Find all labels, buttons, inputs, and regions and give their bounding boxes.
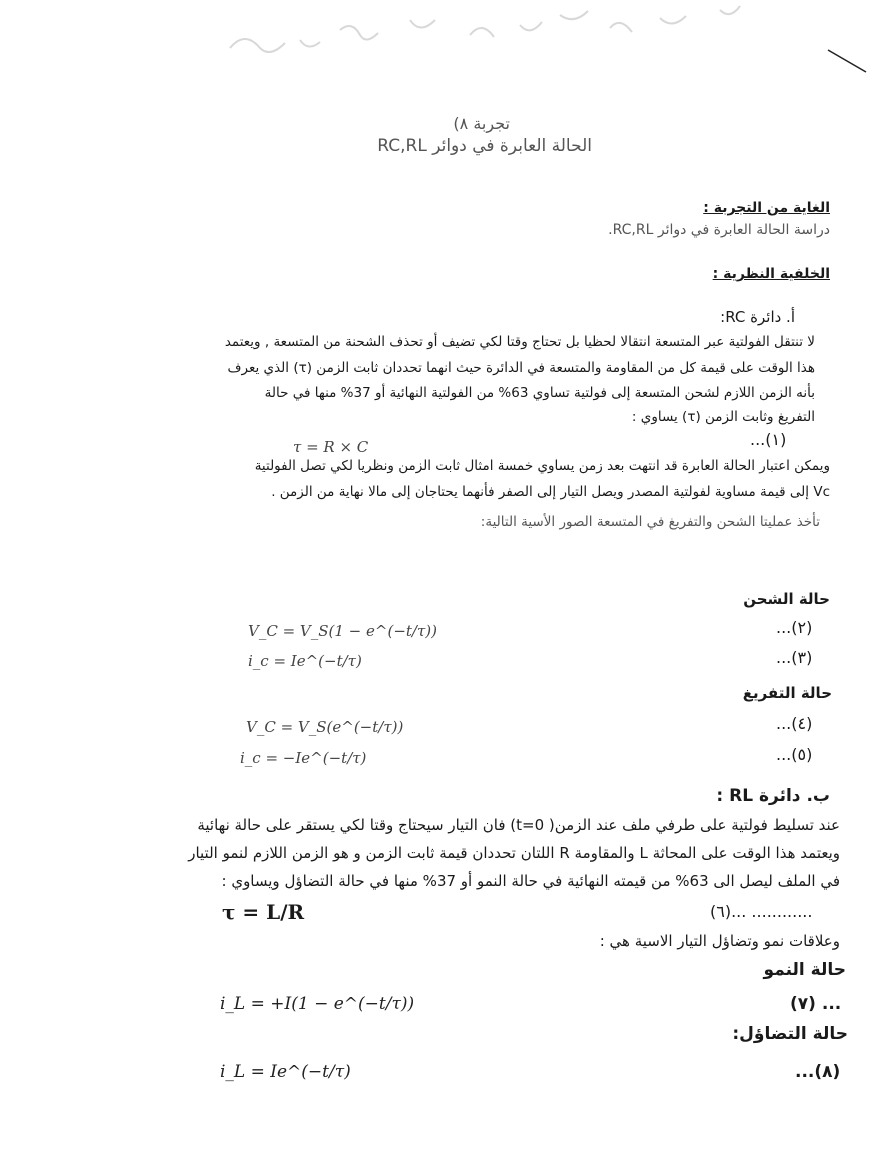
rc-paragraph2-line: تأخذ عمليتا الشحن والتفريغ في المتسعة الصور الأسية التالية:	[480, 514, 820, 530]
equation-3-number: ...(٣)	[776, 648, 813, 667]
rl-paragraph-line: في الملف ليصل الى 63% من قيمته النهائية في حالة النمو أو 37% منها في حالة التضاؤل ويساوي :	[221, 872, 840, 890]
rc-paragraph2-line: Vc إلى قيمة مساوية لفولتية المصدر ويصل التيار إلى الصفر فأنهما يحتاجان إلى مالا نهاية من الزمن .	[271, 484, 830, 500]
objective-text: دراسة الحالة العابرة في دوائر RC,RL.	[608, 222, 830, 238]
equation-8-number: ...(٨)	[795, 1062, 841, 1082]
rc-paragraph2-line: ويمكن اعتبار الحالة العابرة قد انتهت بعد زمن يساوي خمسة امثال ثابت الزمن ونظريا لكي تصل الفولتية	[254, 458, 830, 474]
rl-heading: ب. دائرة RL :	[716, 786, 830, 806]
equation-4-number: ...(٤)	[776, 714, 813, 733]
equation-5-number: ...(٥)	[776, 745, 813, 764]
equation-6-formula: τ = L/R	[222, 900, 305, 924]
equation-8-formula: i_L = Ie^(−t/τ)	[220, 1062, 351, 1082]
equation-3-formula: i_c = Ie^(−t/τ)	[248, 652, 362, 670]
rl-paragraph-line: ويعتمد هذا الوقت على المحاثة L والمقاومة R اللتان تحددان قيمة ثابت الزمن و هو الزمن اللازم لنمو التيار	[188, 844, 840, 862]
equation-7-formula: i_L = +I(1 − e^(−t/τ))	[220, 994, 415, 1014]
equation-5-formula: i_c = −Ie^(−t/τ)	[240, 749, 367, 767]
rc-paragraph-line: التفريغ وثابت الزمن (τ) يساوي :	[631, 409, 815, 425]
rl-paragraph-line: عند تسليط فولتية على طرفي ملف عند الزمن( t=0) فان التيار سيحتاج وقتا لكي يستقر على حالة نهائية	[197, 816, 840, 834]
rc-paragraph-line: لا تنتقل الفولتية عبر المتسعة انتقالا لحظيا بل تحتاج وقتا لكي تضيف أو تحذف الشحنة من المتسعة , ويعتمد	[224, 334, 815, 350]
equation-2-number: ...(٢)	[776, 618, 813, 637]
equation-1-number: ...(١)	[750, 430, 787, 449]
experiment-number: تجربة ٨)	[453, 114, 510, 133]
rc-heading: أ. دائرة RC:	[720, 308, 795, 326]
equation-1-formula: τ = R × C	[293, 438, 369, 456]
equation-7-number: (٧) ...	[790, 994, 842, 1014]
handwriting-scribble	[0, 0, 893, 80]
charging-heading: حالة الشحن	[743, 590, 830, 608]
equation-4-formula: V_C = V_S(e^(−t/τ))	[246, 718, 404, 736]
growth-heading: حالة النمو	[763, 960, 846, 980]
rc-paragraph-line: بأنه الزمن اللازم لشحن المتسعة إلى فولتية تساوي 63% من الفولتية النهائية أو 37% منها في حالة	[264, 385, 815, 401]
theory-heading: الخلفية النظرية :	[712, 266, 830, 282]
objective-heading: الغاية من التجربة :	[703, 200, 830, 216]
rc-paragraph-line: هذا الوقت على قيمة كل من المقاومة والمتسعة في الدائرة حيث انهما تحددان ثابت الزمن (τ) الذي يعرف	[227, 360, 815, 376]
rl-relations-text: وعلاقات نمو وتضاؤل التيار الاسية هي :	[599, 932, 840, 950]
experiment-title: الحالة العابرة في دوائر RC,RL	[377, 136, 592, 156]
decay-heading: حالة التضاؤل:	[732, 1024, 848, 1044]
equation-6-number: (٦)... ............	[710, 902, 813, 921]
discharging-heading: حالة التفريغ	[742, 684, 832, 702]
equation-2-formula: V_C = V_S(1 − e^(−t/τ))	[248, 622, 437, 640]
